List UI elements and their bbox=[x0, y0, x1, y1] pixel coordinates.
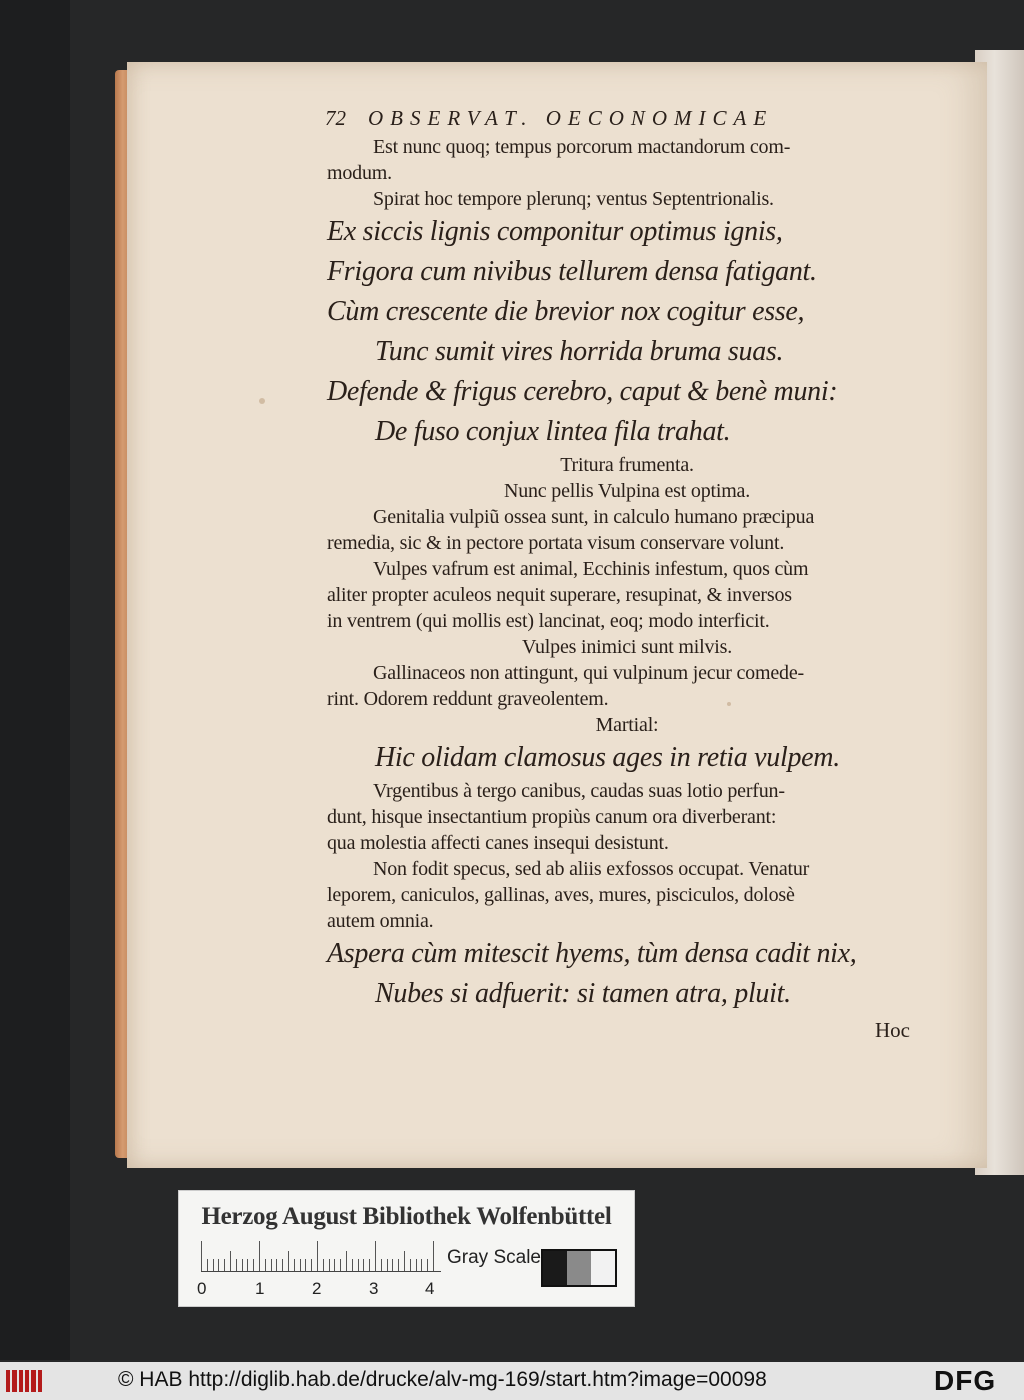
ruler-label: 2 bbox=[312, 1279, 322, 1298]
prose-line: Non fodit specus, sed ab aliis exfossos occupat. Venatur bbox=[373, 858, 810, 880]
verse-line: Cùm crescente die brevior nox cogitur esse, bbox=[327, 296, 805, 327]
ruler-scale bbox=[201, 1241, 441, 1272]
ruler-tick bbox=[410, 1259, 411, 1271]
ruler-tick bbox=[247, 1259, 248, 1271]
footer-bar bbox=[0, 1362, 1024, 1400]
ruler-tick bbox=[363, 1259, 364, 1271]
heading-line: Nunc pellis Vulpina est optima. bbox=[503, 480, 751, 502]
ruler-label: 4 bbox=[425, 1279, 435, 1298]
page-number: 72 bbox=[325, 106, 346, 130]
ruler-tick bbox=[334, 1259, 335, 1271]
ruler-tick bbox=[224, 1259, 225, 1271]
prose-line: autem omnia. bbox=[327, 910, 434, 932]
prose-line: Gallinaceos non attingunt, qui vulpinum jecur comede- bbox=[373, 662, 804, 684]
ruler-tick bbox=[276, 1259, 277, 1271]
prose-line: leporem, caniculos, gallinas, aves, mures, pisciculos, dolosè bbox=[327, 884, 795, 906]
ruler-tick bbox=[218, 1259, 219, 1271]
ruler-tick bbox=[329, 1259, 330, 1271]
dfg-logo: DFG bbox=[934, 1365, 997, 1396]
ruler-tick bbox=[404, 1251, 405, 1271]
heading-line: Tritura frumenta. bbox=[560, 454, 694, 476]
ruler-tick bbox=[207, 1259, 208, 1271]
prose-line: dunt, hisque insectantium propiùs canum ora diverberant: bbox=[327, 806, 777, 828]
ruler-tick bbox=[213, 1259, 214, 1271]
scan-background bbox=[0, 0, 70, 1360]
ruler-tick bbox=[230, 1251, 231, 1271]
library-color-card bbox=[178, 1190, 635, 1307]
ruler-tick bbox=[265, 1259, 266, 1271]
ruler-tick bbox=[201, 1241, 202, 1271]
ruler-tick bbox=[381, 1259, 382, 1271]
ruler-tick bbox=[369, 1259, 370, 1271]
ruler-tick bbox=[253, 1259, 254, 1271]
prose-line: Spirat hoc tempore plerunq; ventus Septentrionalis. bbox=[373, 188, 774, 210]
gray-scale-swatch bbox=[541, 1249, 617, 1287]
ruler-tick bbox=[282, 1259, 283, 1271]
ruler-tick bbox=[311, 1259, 312, 1271]
heading-line: Martial: bbox=[595, 714, 659, 736]
verse-line: Defende & frigus cerebro, caput & benè muni: bbox=[327, 376, 838, 407]
prose-line: in ventrem (qui mollis est) lancinat, eoq; modo interficit. bbox=[327, 610, 770, 632]
ruler-tick bbox=[271, 1259, 272, 1271]
prose-line: modum. bbox=[327, 162, 392, 184]
ruler-tick bbox=[433, 1241, 434, 1271]
ruler-tick bbox=[340, 1259, 341, 1271]
footer-copyright-link[interactable]: © HAB http://diglib.hab.de/drucke/alv-mg-169/start.htm?image=00098 bbox=[118, 1368, 767, 1391]
ruler-tick bbox=[427, 1259, 428, 1271]
page-text bbox=[327, 134, 927, 1014]
gray-scale-label: Gray Scale bbox=[447, 1247, 541, 1268]
verse-line: Tunc sumit vires horrida bruma suas. bbox=[375, 336, 784, 367]
ruler-tick bbox=[317, 1241, 318, 1271]
ruler-tick bbox=[392, 1259, 393, 1271]
prose-line: remedia, sic & in pectore portata visum conservare volunt. bbox=[327, 532, 785, 554]
prose-line: Genitalia vulpiũ ossea sunt, in calculo humano præcipua bbox=[373, 506, 815, 528]
book-page bbox=[127, 62, 987, 1168]
ruler-tick bbox=[323, 1259, 324, 1271]
running-title: OBSERVAT. OECONOMICAE bbox=[368, 106, 774, 130]
prose-line: Vrgentibus à tergo canibus, caudas suas lotio perfun- bbox=[373, 780, 785, 802]
catchword: Hoc bbox=[875, 1018, 910, 1042]
ruler-tick bbox=[305, 1259, 306, 1271]
verse-line: Nubes si adfuerit: si tamen atra, pluit. bbox=[375, 978, 791, 1009]
prose-line: aliter propter aculeos nequit superare, resupinat, & inversos bbox=[327, 584, 792, 606]
prose-line: qua molestia affecti canes insequi desistunt. bbox=[327, 832, 669, 854]
prose-line: Est nunc quoq; tempus porcorum mactandorum com- bbox=[373, 136, 791, 158]
ruler-tick bbox=[358, 1259, 359, 1271]
library-name: Herzog August Bibliothek Wolfenbüttel bbox=[201, 1203, 612, 1230]
hab-logo-icon bbox=[6, 1370, 42, 1392]
ruler-tick bbox=[259, 1241, 260, 1271]
ruler-tick bbox=[236, 1259, 237, 1271]
ruler-label: 1 bbox=[255, 1279, 265, 1298]
ruler-tick bbox=[242, 1259, 243, 1271]
gray-swatch-cell bbox=[543, 1251, 567, 1285]
verse-line: Hic olidam clamosus ages in retia vulpem. bbox=[375, 742, 840, 773]
gray-swatch-cell bbox=[567, 1251, 591, 1285]
ruler-label: 3 bbox=[369, 1279, 379, 1298]
ruler-tick bbox=[387, 1259, 388, 1271]
prose-line: rint. Odorem reddunt graveolentem. bbox=[327, 688, 609, 710]
page-stain bbox=[259, 398, 265, 404]
running-head bbox=[325, 106, 885, 131]
ruler-label: 0 bbox=[197, 1279, 207, 1298]
ruler-tick bbox=[352, 1259, 353, 1271]
heading-line: Vulpes inimici sunt milvis. bbox=[521, 636, 733, 658]
ruler-tick bbox=[288, 1251, 289, 1271]
ruler-tick bbox=[416, 1259, 417, 1271]
ruler-tick bbox=[294, 1259, 295, 1271]
prose-line: Vulpes vafrum est animal, Ecchinis infestum, quos cùm bbox=[373, 558, 809, 580]
ruler-tick bbox=[300, 1259, 301, 1271]
verse-line: Aspera cùm mitescit hyems, tùm densa cadit nix, bbox=[327, 938, 857, 969]
verse-line: Frigora cum nivibus tellurem densa fatigant. bbox=[327, 256, 817, 287]
ruler-tick bbox=[421, 1259, 422, 1271]
ruler-tick bbox=[375, 1241, 376, 1271]
gray-swatch-cell bbox=[591, 1251, 615, 1285]
verse-line: De fuso conjux lintea fila trahat. bbox=[375, 416, 731, 447]
ruler-tick bbox=[398, 1259, 399, 1271]
ruler-tick bbox=[346, 1251, 347, 1271]
verse-line: Ex siccis lignis componitur optimus ignis, bbox=[327, 216, 783, 247]
